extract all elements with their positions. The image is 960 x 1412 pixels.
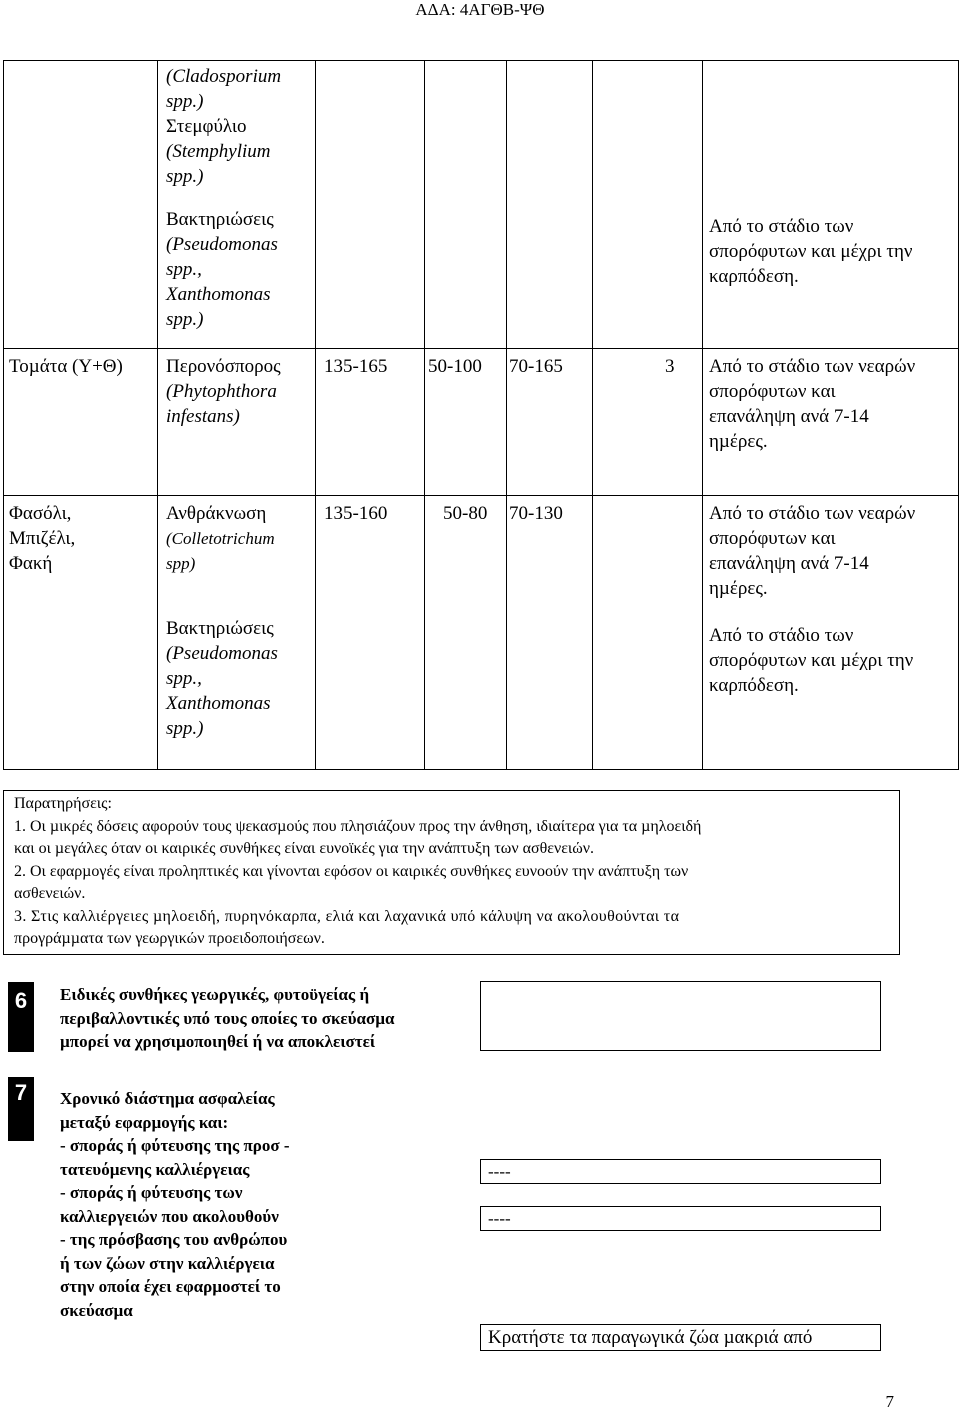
notes-line: Από το στάδιο των νεαρών	[709, 356, 916, 377]
table-row	[4, 349, 959, 496]
disease-line: Περονόσπορος	[166, 356, 281, 377]
following-crops-interval-field[interactable]: ----	[480, 1206, 881, 1231]
disease-line: spp.)	[166, 309, 204, 330]
dose-cell	[507, 61, 593, 349]
disease-cell	[158, 349, 316, 496]
section-7-line: - σποράς ή φύτευσης των	[60, 1183, 243, 1202]
notes-line: καρπόδεση.	[709, 266, 799, 287]
applications-cell	[593, 61, 703, 349]
dose-value: 70-130	[509, 503, 563, 524]
disease-line: (Stemphylium	[166, 141, 271, 162]
disease-line: spp.)	[166, 718, 204, 739]
section-7-line: στην οποία έχει εφαρµοστεί το	[60, 1277, 281, 1296]
notes-line: σπορόφυτων και μέχρι την	[709, 241, 913, 262]
crop-name: Τοµάτα (Υ+Θ)	[9, 356, 123, 377]
remarks-line: 1. Οι µικρές δόσεις αφορούν τους ψεκασµούς που πλησιάζουν προς την άνθηση, ιδιαίτερα για τα µηλοειδή	[14, 817, 702, 835]
section-7-line: σκεύασµα	[60, 1300, 133, 1320]
notes-line: σπορόφυτων και µέχρι την	[709, 650, 914, 671]
dose-cell	[425, 349, 507, 496]
section-7-number: 7	[8, 1077, 34, 1141]
crop-cell	[4, 496, 158, 770]
dose-value: 70-165	[509, 356, 563, 377]
crop-interval-field[interactable]: ----	[480, 1159, 881, 1184]
crop-cell	[4, 349, 158, 496]
dose-cell	[316, 496, 425, 770]
table-row	[4, 61, 959, 349]
section-6-line: µπορεί να χρησιµοποιηθεί ή να αποκλειστεί	[60, 1032, 376, 1051]
notes-line: σπορόφυτων και	[709, 381, 836, 402]
dose-value: 50-100	[428, 356, 482, 377]
remarks-title: Παρατηρήσεις:	[14, 795, 112, 812]
disease-line: Xanthomonas	[166, 693, 271, 714]
disease-line: spp)	[166, 554, 196, 573]
dose-cell	[425, 61, 507, 349]
applications-cell	[593, 496, 703, 770]
section-6-label	[60, 983, 395, 1054]
dosage-table	[3, 60, 959, 770]
remarks-box	[3, 790, 900, 955]
disease-line: spp.)	[166, 91, 204, 112]
applications-cell	[593, 349, 703, 496]
notes-line: ηµέρες.	[709, 578, 768, 599]
section-7-line: µεταξύ εφαρµογής και:	[60, 1112, 229, 1132]
disease-line: spp.)	[166, 166, 204, 187]
dose-value: 135-165	[324, 356, 388, 377]
dose-cell	[316, 349, 425, 496]
table-row	[4, 496, 959, 770]
section-6-line: περιβαλλοντικές υπό τους οποίες το σκεύασµα	[60, 1008, 395, 1028]
disease-line: infestans)	[166, 406, 240, 427]
notes-line: σπορόφυτων και	[709, 528, 836, 549]
section-7-line: ή των ζώων στην καλλιέργεια	[60, 1253, 275, 1273]
section-7-line: - της πρόσβασης του ανθρώπου	[60, 1230, 288, 1249]
disease-line: (Pseudomonas	[166, 643, 278, 664]
disease-line: spp.,	[166, 259, 202, 280]
section-7-line: τατευόµενης καλλιέργειας	[60, 1159, 250, 1179]
disease-line: (Colletotrichum	[166, 529, 275, 548]
disease-cell	[158, 61, 316, 349]
notes-line: Από το στάδιο των	[709, 625, 854, 646]
page-number: 7	[885, 1392, 894, 1411]
section-6-line: Ειδικές συνθήκες γεωργικές, φυτοϋγείας ή	[60, 985, 370, 1004]
disease-line: (Cladosporium	[166, 66, 282, 87]
dose-value: 135-160	[324, 503, 388, 524]
dose-cell	[316, 61, 425, 349]
dose-cell	[507, 496, 593, 770]
notes-line: καρπόδεση.	[709, 675, 799, 696]
dose-cell	[425, 496, 507, 770]
notes-cell	[703, 61, 959, 349]
crop-name: Φακή	[9, 553, 53, 574]
disease-cell	[158, 496, 316, 770]
section-6-number: 6	[8, 982, 34, 1052]
crop-name: Φασόλι,	[9, 503, 72, 524]
section-7-label	[60, 1087, 290, 1322]
section-6-field[interactable]	[480, 981, 881, 1051]
notes-line: ηµέρες.	[709, 431, 768, 452]
section-7-line: καλλιεργειών που ακολουθούν	[60, 1206, 279, 1226]
crop-cell	[4, 61, 158, 349]
disease-line: Xanthomonas	[166, 284, 271, 305]
notes-line: επανάληψη ανά 7-14	[709, 553, 869, 574]
disease-line: Ανθράκνωση	[166, 503, 267, 524]
document-header: ΑΔΑ: 4ΑΓΘΒ-ΨΘ	[415, 0, 545, 19]
remarks-line: προγράµµατα των γεωργικών προειδοποιήσεων.	[14, 930, 325, 947]
remarks-line: 2. Οι εφαρµογές είναι προληπτικές και γίνονται εφόσον οι καιρικές συνθήκες ευνοούν την ανάπτυξη των	[14, 862, 689, 880]
disease-line: spp.,	[166, 668, 202, 689]
disease-line: (Pseudomonas	[166, 234, 278, 255]
disease-line: Στεμφύλιο	[166, 116, 247, 137]
notes-cell	[703, 349, 959, 496]
disease-line: Βακτηριώσεις	[166, 209, 274, 230]
section-7-line: - σποράς ή φύτευσης της προσ -	[60, 1136, 290, 1155]
applications-value: 3	[665, 356, 675, 377]
notes-line: επανάληψη ανά 7-14	[709, 406, 869, 427]
notes-line: Από το στάδιο των	[709, 216, 854, 237]
notes-cell	[703, 496, 959, 770]
notes-line: Από το στάδιο των νεαρών	[709, 503, 916, 524]
crop-name: Μπιζέλι,	[9, 528, 76, 549]
access-interval-field[interactable]: Κρατήστε τα παραγωγικά ζώα µακριά από	[480, 1324, 881, 1351]
remarks-line: 3. Στις καλλιέργειες µηλοειδή, πυρηνόκαρπα, ελιά και λαχανικά υπό κάλυψη να ακολουθούνται τα	[14, 907, 680, 925]
remarks-line: ασθενειών.	[14, 885, 86, 902]
disease-line: Βακτηριώσεις	[166, 618, 274, 639]
remarks-line: και οι µεγάλες όταν οι καιρικές συνθήκες είναι ευνοϊκές για την ανάπτυξη των ασθενειών.	[14, 840, 594, 857]
section-7-line: Χρονικό διάστηµα ασφαλείας	[60, 1089, 275, 1108]
disease-line: (Phytophthora	[166, 381, 277, 402]
dose-value: 50-80	[443, 503, 488, 524]
dose-cell	[507, 349, 593, 496]
